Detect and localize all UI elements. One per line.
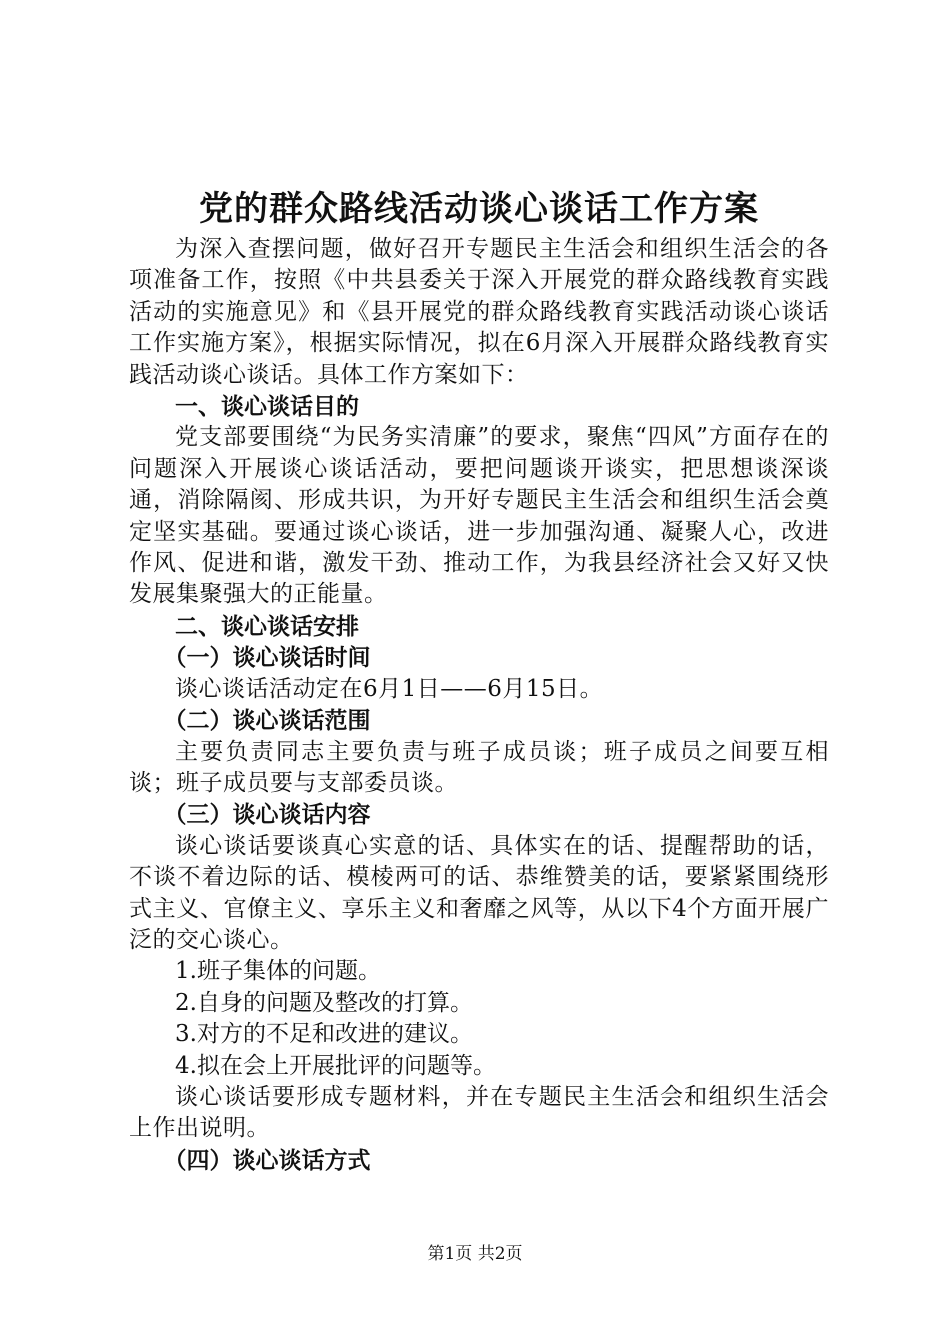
subsection-scope-body: 主要负责同志主要负责与班子成员谈；班子成员之间要互相谈；班子成员要与支部委员谈。 (129, 738, 829, 796)
document-page (129, 186, 829, 1176)
page-number-footer: 第1页 共2页 (427, 1244, 523, 1264)
subsection-scope-heading: （二）谈心谈话范围 (163, 707, 371, 735)
document-title: 党的群众路线活动谈心谈话工作方案 (199, 189, 759, 229)
subsection-method-heading: （四）谈心谈话方式 (163, 1146, 371, 1174)
intro-paragraph: 为深入查摆问题，做好召开专题民主生活会和组织生活会的各项准备工作，按照《中共县委关于深入开展党的群众路线教育实践活动的实施意见》和《县开展党的群众路线教育实践活动谈心谈话工作实施方案》，根据实际情况，拟在6月深入开展群众路线教育实践活动谈心谈话。具体工作方案如下： (129, 236, 829, 388)
section-2-heading: 二、谈心谈话安排 (175, 612, 359, 640)
subsection-content-heading: （三）谈心谈话内容 (163, 801, 371, 829)
section-1-body: 党支部要围绕“为民务实清廉”的要求，聚焦“四风”方面存在的问题深入开展谈心谈话活动，要把问题谈开谈实，把思想谈深谈通，消除隔阂、形成共识，为开好专题民主生活会和组织生活会奠定坚实基础。要通过谈心谈话，进一步加强沟通、凝聚人心，改进作风、促进和谐，激发干劲、推动工作，为我县经济社会又好又快发展集聚强大的正能量。 (129, 424, 829, 608)
subsection-content-body: 谈心谈话要谈真心实意的话、具体实在的话、提醒帮助的话，不谈不着边际的话、模棱两可的话、恭维赞美的话，要紧紧围绕形式主义、官僚主义、享乐主义和奢靡之风等，从以下4个方面开展广泛的交心谈心。 (129, 832, 829, 953)
section-1-heading: 一、谈心谈话目的 (175, 393, 359, 421)
subsection-time-heading: （一）谈心谈话时间 (163, 644, 371, 672)
list-item: 1.班子集体的问题。 (175, 958, 381, 985)
subsection-content-closing: 谈心谈话要形成专题材料，并在专题民主生活会和组织生活会上作出说明。 (129, 1083, 829, 1142)
subsection-time-body: 谈心谈话活动定在6月1日——6月15日。 (175, 675, 604, 702)
list-item: 2.自身的问题及整改的打算。 (175, 989, 473, 1016)
list-item: 4.拟在会上开展批评的问题等。 (175, 1052, 496, 1079)
list-item: 3.对方的不足和改进的建议。 (175, 1021, 473, 1048)
